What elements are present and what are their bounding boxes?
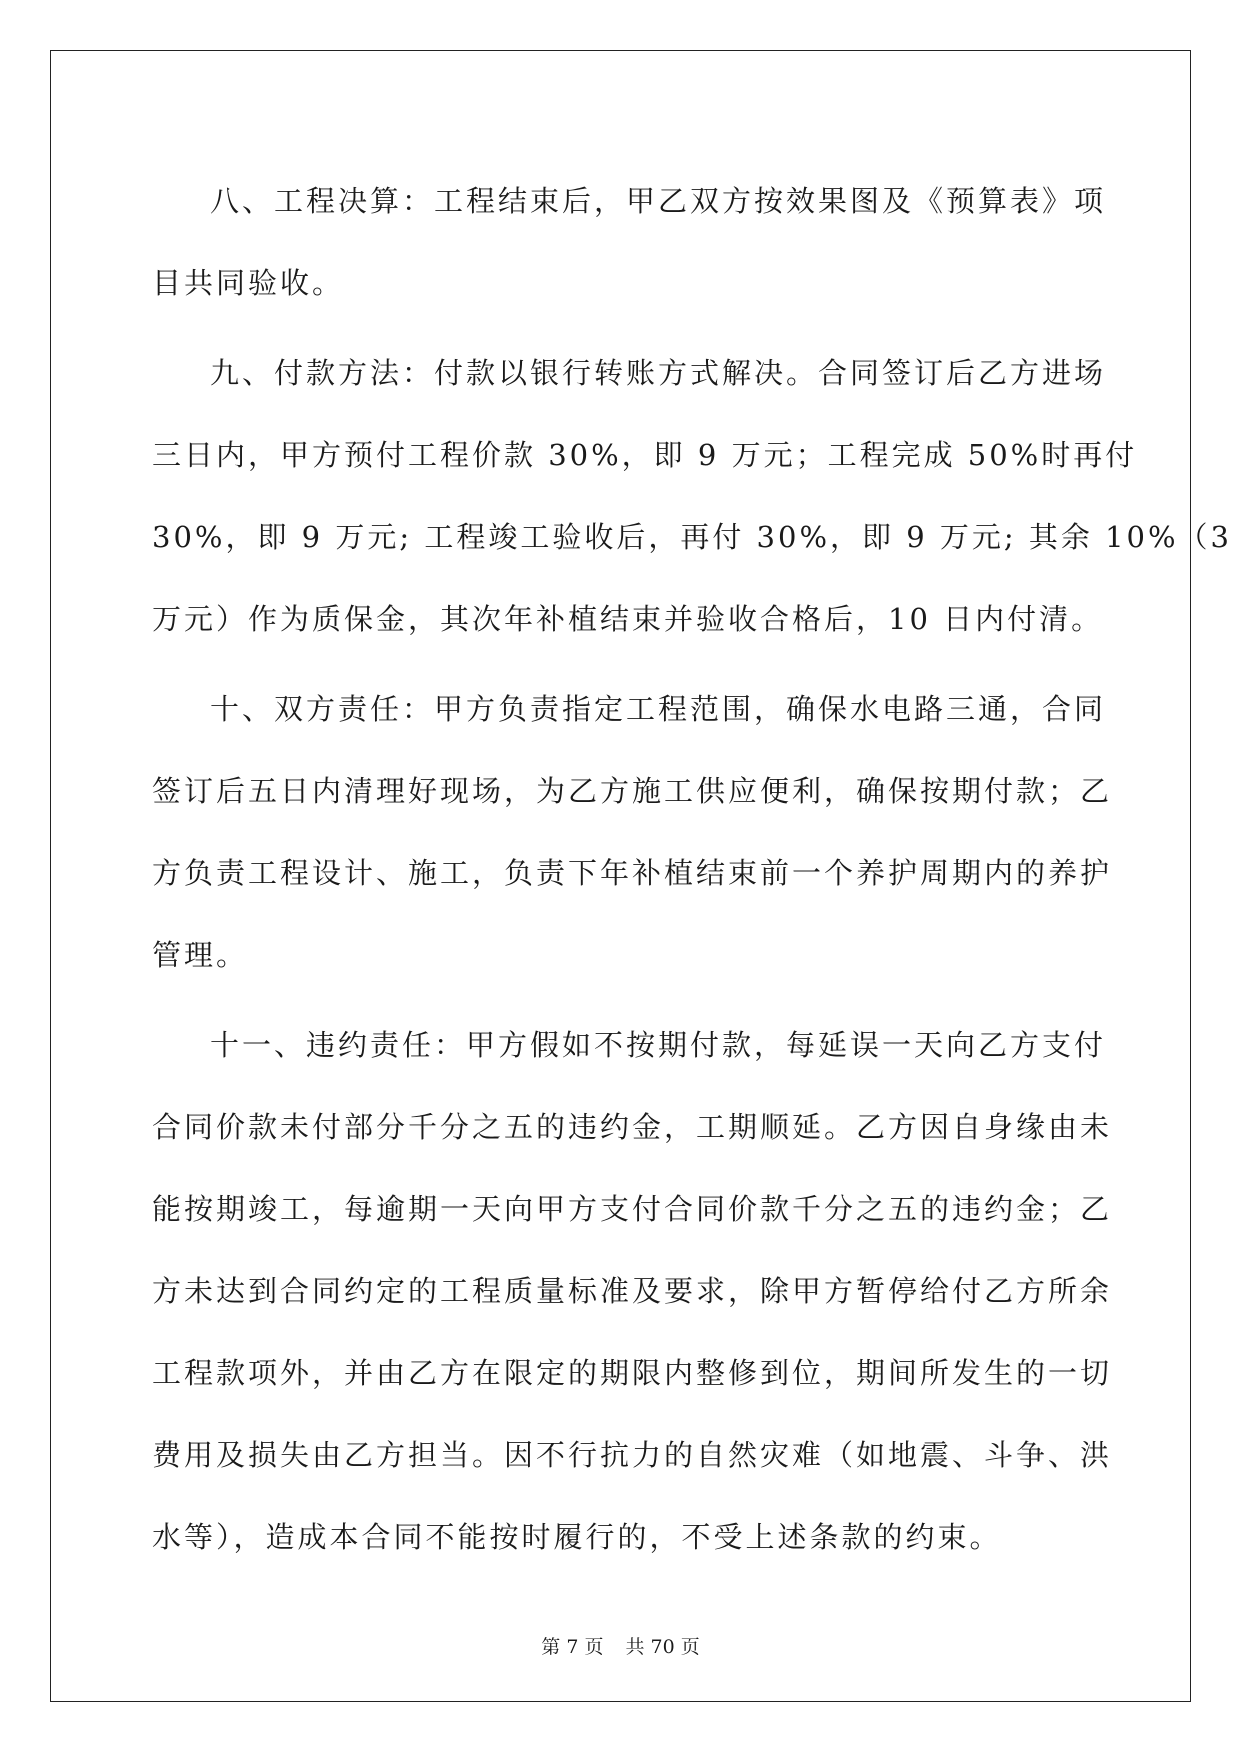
paragraph-ten <box>152 668 1113 996</box>
document-body <box>152 160 1233 1586</box>
text-line: 目共同验收。 <box>152 266 345 300</box>
text-line: 八、工程决算：工程结束后，甲乙双方按效果图及《预算表》项 <box>210 184 1107 218</box>
text-line: 十一、违约责任：甲方假如不按期付款，每延误一天向乙方支付 <box>210 1028 1107 1062</box>
text-line: 合同价款未付部分千分之五的违约金，工期顺延。乙方因自身缘由未 <box>152 1110 1113 1144</box>
paragraph-eight <box>152 160 1107 324</box>
text-line: 费用及损失由乙方担当。因不行抗力的自然灾难（如地震、斗争、洪 <box>152 1438 1113 1472</box>
text-line: 30%，即 9 万元; 工程竣工验收后，再付 30%，即 9 万元; 其余 10%（3 <box>152 520 1233 554</box>
paragraph-nine <box>152 332 1233 660</box>
text-line: 万元）作为质保金，其次年补植结束并验收合格后，10 日内付清。 <box>152 602 1104 636</box>
text-line: 工程款项外，并由乙方在限定的期限内整修到位，期间所发生的一切 <box>152 1356 1113 1390</box>
text-line: 三日内，甲方预付工程价款 30%，即 9 万元；工程完成 50%时再付 <box>152 438 1138 472</box>
total-pages: 共 70 页 <box>625 1636 700 1658</box>
text-line: 管理。 <box>152 938 249 972</box>
text-line: 方未达到合同约定的工程质量标准及要求，除甲方暂停给付乙方所余 <box>152 1274 1113 1308</box>
page-footer <box>0 1632 1241 1659</box>
page-number: 第 7 页 <box>541 1636 604 1658</box>
text-line: 签订后五日内清理好现场，为乙方施工供应便利，确保按期付款；乙 <box>152 774 1113 808</box>
text-line: 十、双方责任：甲方负责指定工程范围，确保水电路三通，合同 <box>210 692 1107 726</box>
text-line: 九、付款方法：付款以银行转账方式解决。合同签订后乙方进场 <box>210 356 1107 390</box>
paragraph-eleven <box>152 1004 1113 1578</box>
text-line: 能按期竣工，每逾期一天向甲方支付合同价款千分之五的违约金；乙 <box>152 1192 1113 1226</box>
text-line: 水等），造成本合同不能按时履行的，不受上述条款的约束。 <box>152 1520 1002 1554</box>
text-line: 方负责工程设计、施工，负责下年补植结束前一个养护周期内的养护 <box>152 856 1113 890</box>
